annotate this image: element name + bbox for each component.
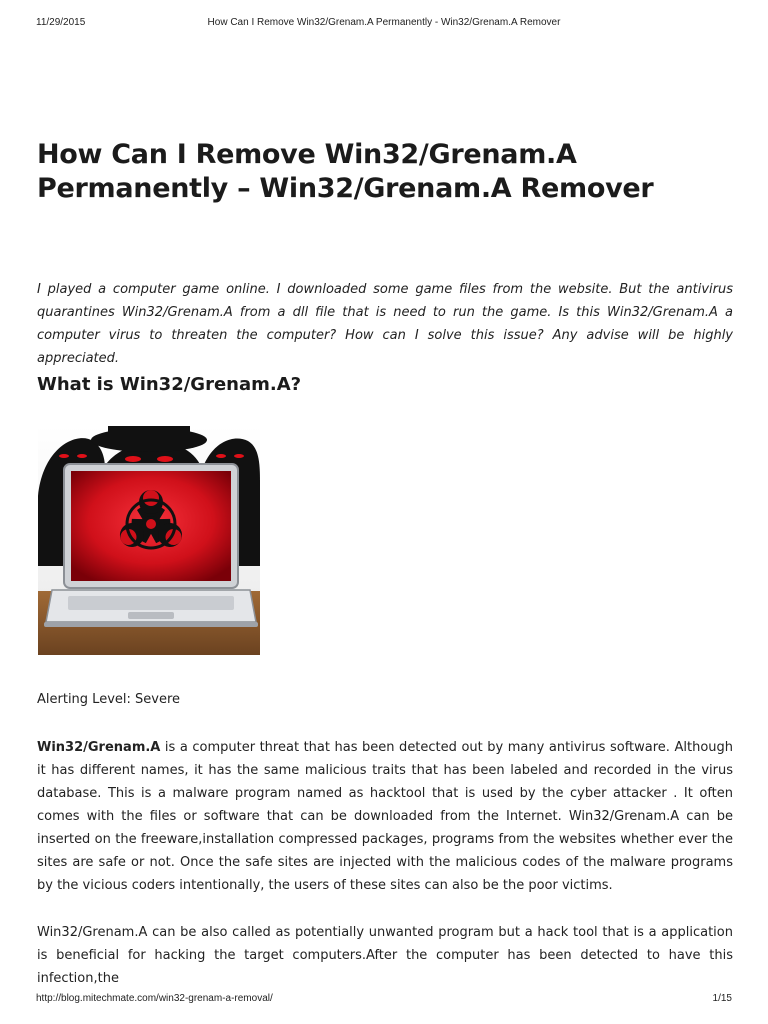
print-page-title: How Can I Remove Win32/Grenam.A Permanently - Win32/Grenam.A Remover — [207, 17, 561, 28]
trackpad — [128, 612, 174, 619]
article-intro: I played a computer game online. I downloaded some game files from the website. But the antivirus quarantines Win32/Grenam.A from a dll file that is need to run the game. Is this Win32/Grenam.A a computer virus to threaten the computer? How can I solve this issue? Any advise will be highly appreciated. — [37, 282, 733, 366]
print-date: 11/29/2015 — [36, 17, 86, 28]
paragraph-pup — [37, 921, 733, 986]
threat-name: Win32/Grenam.A — [37, 740, 161, 755]
section-heading: What is Win32/Grenam.A? — [37, 374, 302, 395]
paragraph-definition — [37, 736, 733, 897]
paragraph-definition-text: is a computer threat that has been detected out by many antivirus software. Although it has different names, it has the same malicious traits that has been labeled and recorded in the virus database. This is a malware program named as hacktool that is used by the cyber attacker . It often comes with the files or software that can be downloaded from the Internet. Win32/Grenam.A can be inserted on the freeware,installation compressed packages, programs from the websites whether ever the sites are safe or not. Once the safe sites are injected with the malicious codes of the malware programs by the vicious coders intentionally, the users of these sites can also be the poor victims. — [37, 740, 733, 893]
article-title: How Can I Remove Win32/Grenam.A Permanently – Win32/Grenam.A Remover — [37, 139, 654, 204]
print-url: http://blog.mitechmate.com/win32-grenam-a-removal/ — [36, 993, 273, 1004]
page-number: 1/15 — [712, 993, 732, 1004]
alert-level: Alerting Level: Severe — [37, 692, 181, 707]
paragraph-pup-text: Win32/Grenam.A can be also called as potentially unwanted program but a hack tool that is a application is beneficial for hacking the target computers.After the computer has been detected to have this infection,the — [37, 925, 733, 986]
biohazard-laptop-image — [38, 426, 260, 655]
keyboard — [68, 596, 234, 610]
